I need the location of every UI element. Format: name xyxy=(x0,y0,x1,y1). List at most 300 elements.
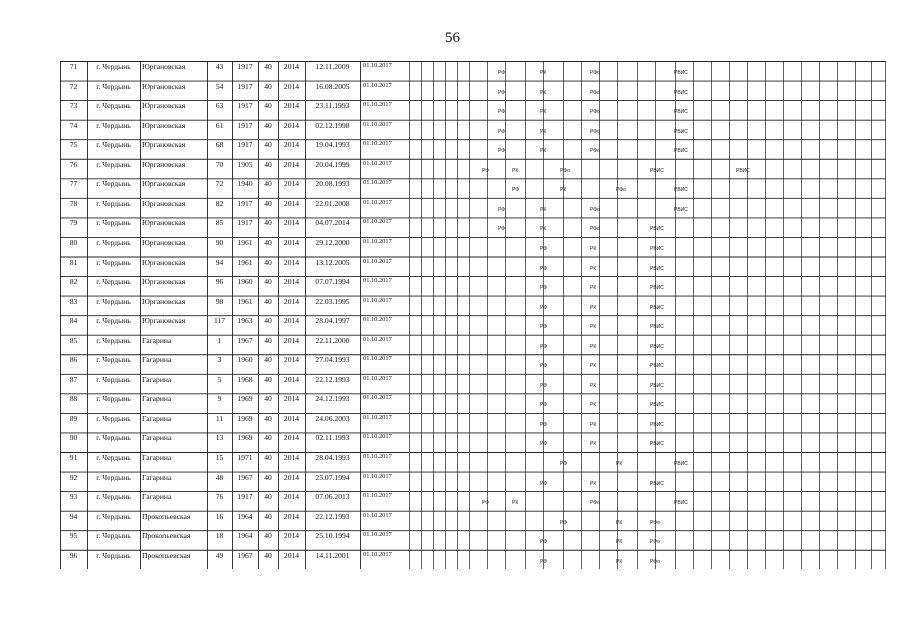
cell-city: г. Чердынь xyxy=(96,394,131,404)
cell-deadline-date: 01.10.2017 xyxy=(363,257,392,265)
cell-house: 90 xyxy=(215,237,224,247)
cell-year-built: 1968 xyxy=(237,374,253,384)
cell-plan-year: 2014 xyxy=(283,81,300,91)
cell-year-built: 1964 xyxy=(237,511,253,521)
repair-mark: РК xyxy=(590,382,597,389)
cell-city: г. Чердынь xyxy=(96,296,131,306)
table-row xyxy=(60,81,886,100)
cell-plan-year: 2014 xyxy=(283,62,300,71)
repair-mark: РФо xyxy=(616,187,626,194)
cell-street: Прокопьевская xyxy=(142,550,191,560)
repair-mark: РК xyxy=(616,519,623,526)
cell-wear-percent: 40 xyxy=(264,316,272,326)
cell-deadline-date: 01.10.2017 xyxy=(363,413,392,421)
repair-mark: РК xyxy=(590,363,597,370)
cell-year-built: 1917 xyxy=(237,492,253,502)
cell-plan-year: 2014 xyxy=(283,453,300,462)
cell-wear-percent: 40 xyxy=(264,218,272,228)
cell-street: Гагарина xyxy=(142,374,172,384)
repair-mark: РК xyxy=(590,441,597,448)
cell-city: г. Чердынь xyxy=(96,62,131,71)
cell-year-built: 1917 xyxy=(237,101,253,111)
cell-house: 72 xyxy=(215,179,224,189)
cell-city: г. Чердынь xyxy=(96,453,131,462)
cell-plan-year: 2014 xyxy=(283,335,300,345)
cell-survey-date: 22.03.1995 xyxy=(315,296,350,306)
cell-survey-date: 20.08.1993 xyxy=(315,179,350,189)
cell-survey-date: 16.08.2005 xyxy=(315,81,350,91)
repair-mark: РК xyxy=(540,70,547,76)
cell-number: 85 xyxy=(69,335,78,345)
cell-plan-year: 2014 xyxy=(283,120,300,130)
cell-house: 1 xyxy=(217,335,222,345)
cell-city: г. Чердынь xyxy=(96,550,131,560)
cell-wear-percent: 40 xyxy=(264,355,272,365)
cell-plan-year: 2014 xyxy=(283,492,300,502)
repair-mark: РФ xyxy=(540,363,548,370)
cell-year-built: 1969 xyxy=(237,413,253,423)
cell-survey-date: 02.11.1993 xyxy=(315,433,350,443)
repair-mark: РВИС xyxy=(650,382,664,389)
cell-wear-percent: 40 xyxy=(264,531,272,541)
table-row xyxy=(60,452,886,471)
cell-plan-year: 2014 xyxy=(283,394,300,404)
repair-mark: РК xyxy=(512,167,519,174)
cell-street: Юргановская xyxy=(142,159,186,169)
repair-mark: РВИС xyxy=(650,363,664,370)
cell-street: Гагарина xyxy=(142,492,172,502)
cell-street: Юргановская xyxy=(142,277,186,287)
repair-mark: РК xyxy=(512,500,519,507)
cell-survey-date: 25.07.1994 xyxy=(315,472,350,482)
cell-survey-date: 28.04.1993 xyxy=(315,453,350,462)
repair-mark: РК xyxy=(590,480,597,487)
cell-plan-year: 2014 xyxy=(283,101,300,111)
cell-deadline-date: 01.10.2017 xyxy=(363,81,392,89)
cell-wear-percent: 40 xyxy=(264,453,272,462)
cell-survey-date: 02.12.1998 xyxy=(315,120,350,130)
cell-year-built: 1967 xyxy=(237,550,253,560)
cell-house: 9 xyxy=(217,394,222,404)
cell-deadline-date: 01.10.2017 xyxy=(363,550,392,558)
cell-wear-percent: 40 xyxy=(264,179,272,189)
cell-survey-date: 28.04.1997 xyxy=(315,316,350,326)
cell-number: 89 xyxy=(69,413,78,423)
cell-number: 96 xyxy=(69,550,78,560)
cell-deadline-date: 01.10.2017 xyxy=(363,531,392,539)
cell-number: 93 xyxy=(69,492,78,502)
cell-year-built: 1917 xyxy=(237,218,253,228)
table-row xyxy=(60,530,886,549)
cell-street: Юргановская xyxy=(142,237,186,247)
cell-plan-year: 2014 xyxy=(283,159,300,169)
cell-plan-year: 2014 xyxy=(283,355,300,365)
table-row xyxy=(60,296,886,315)
cell-survey-date: 04.07.2014 xyxy=(315,218,350,228)
cell-plan-year: 2014 xyxy=(283,531,300,541)
cell-number: 80 xyxy=(69,237,78,247)
page-number: 56 xyxy=(445,30,460,46)
repair-mark: РФ xyxy=(540,265,548,272)
cell-number: 95 xyxy=(69,531,78,541)
repair-mark: РФ xyxy=(482,167,490,174)
repair-mark: РФо xyxy=(650,558,660,565)
cell-street: Гагарина xyxy=(142,433,172,443)
cell-plan-year: 2014 xyxy=(283,179,300,189)
repair-mark: РФ xyxy=(540,402,548,409)
repair-mark: РК xyxy=(540,128,547,135)
repair-mark: РФ xyxy=(540,285,548,292)
cell-city: г. Чердынь xyxy=(96,531,131,541)
table-row xyxy=(60,550,886,569)
cell-plan-year: 2014 xyxy=(283,140,300,150)
table-row xyxy=(60,257,886,276)
cell-plan-year: 2014 xyxy=(283,296,300,306)
table-row xyxy=(60,198,886,217)
cell-year-built: 1963 xyxy=(237,316,253,326)
repair-mark: РФ xyxy=(498,206,506,213)
cell-city: г. Чердынь xyxy=(96,198,131,208)
cell-city: г. Чердынь xyxy=(96,316,131,326)
cell-wear-percent: 40 xyxy=(264,140,272,150)
cell-city: г. Чердынь xyxy=(96,413,131,423)
cell-city: г. Чердынь xyxy=(96,159,131,169)
cell-year-built: 1917 xyxy=(237,81,253,91)
cell-survey-date: 14.11.2001 xyxy=(315,550,350,560)
cell-plan-year: 2014 xyxy=(283,374,300,384)
table-row xyxy=(60,315,886,334)
table-row xyxy=(60,276,886,295)
cell-year-built: 1961 xyxy=(237,296,253,306)
repair-mark: РФ xyxy=(482,500,490,507)
cell-city: г. Чердынь xyxy=(96,81,131,91)
cell-wear-percent: 40 xyxy=(264,433,272,443)
repair-mark: РФо xyxy=(590,500,600,507)
cell-year-built: 1917 xyxy=(237,62,253,71)
cell-street: Юргановская xyxy=(142,81,186,91)
cell-year-built: 1967 xyxy=(237,335,253,345)
cell-number: 75 xyxy=(69,140,78,150)
cell-wear-percent: 40 xyxy=(264,159,272,169)
repair-mark: РК xyxy=(590,265,597,272)
cell-survey-date: 24.12.1993 xyxy=(315,394,350,404)
table-row xyxy=(60,61,886,80)
cell-number: 87 xyxy=(69,374,78,384)
cell-wear-percent: 40 xyxy=(264,394,272,404)
cell-house: 16 xyxy=(215,511,224,521)
cell-wear-percent: 40 xyxy=(264,296,272,306)
repair-mark: РВИС xyxy=(674,206,688,213)
cell-street: Гагарина xyxy=(142,472,172,482)
cell-deadline-date: 01.10.2017 xyxy=(363,62,392,69)
cell-wear-percent: 40 xyxy=(264,550,272,560)
cell-number: 94 xyxy=(69,511,78,521)
cell-number: 74 xyxy=(69,120,78,130)
cell-survey-date: 24.06.2003 xyxy=(315,413,350,423)
cell-house: 15 xyxy=(215,453,224,462)
cell-street: Юргановская xyxy=(142,120,186,130)
cell-city: г. Чердынь xyxy=(96,335,131,345)
table-row xyxy=(60,335,886,354)
table-row xyxy=(60,159,886,178)
repair-mark: РФ xyxy=(560,461,568,467)
cell-street: Прокопьевская xyxy=(142,511,191,521)
cell-wear-percent: 40 xyxy=(264,62,272,71)
cell-survey-date: 22.12.1993 xyxy=(315,511,350,521)
cell-house: 11 xyxy=(215,413,224,423)
repair-mark: РФ xyxy=(540,324,548,331)
cell-city: г. Чердынь xyxy=(96,140,131,150)
repair-mark: РВИС xyxy=(674,187,688,194)
cell-survey-date: 22.12.1993 xyxy=(315,374,350,384)
cell-deadline-date: 01.10.2017 xyxy=(363,492,392,500)
table-row xyxy=(60,237,886,256)
cell-year-built: 1969 xyxy=(237,394,253,404)
cell-year-built: 1960 xyxy=(237,277,253,287)
repair-mark: РВИС xyxy=(650,421,664,428)
cell-street: Гагарина xyxy=(142,355,172,365)
repair-mark: РК xyxy=(590,304,597,311)
cell-street: Гагарина xyxy=(142,413,172,423)
cell-street: Юргановская xyxy=(142,198,186,208)
repair-mark: РФо xyxy=(590,226,600,233)
cell-number: 92 xyxy=(69,472,78,482)
repair-mark: РФ xyxy=(540,539,548,546)
cell-survey-date: 19.04.1993 xyxy=(315,140,350,150)
table-row xyxy=(60,354,886,373)
cell-house: 96 xyxy=(215,277,224,287)
cell-wear-percent: 40 xyxy=(264,492,272,502)
cell-year-built: 1905 xyxy=(237,159,253,169)
cell-deadline-date: 01.10.2017 xyxy=(363,198,392,206)
repair-mark: РФо xyxy=(590,109,600,116)
cell-year-built: 1969 xyxy=(237,433,253,443)
repair-mark: РФ xyxy=(560,519,568,526)
cell-plan-year: 2014 xyxy=(283,433,300,443)
cell-city: г. Чердынь xyxy=(96,472,131,482)
cell-plan-year: 2014 xyxy=(283,218,300,228)
cell-street: Гагарина xyxy=(142,335,172,345)
table-row xyxy=(60,491,886,510)
cell-deadline-date: 01.10.2017 xyxy=(363,433,392,441)
repair-mark: РВИС xyxy=(650,304,664,311)
cell-wear-percent: 40 xyxy=(264,413,272,423)
cell-deadline-date: 01.10.2017 xyxy=(363,394,392,402)
cell-year-built: 1940 xyxy=(237,179,253,189)
cell-survey-date: 07.07.1994 xyxy=(315,277,350,287)
table-row xyxy=(60,374,886,393)
repair-mark: РК xyxy=(540,226,547,233)
cell-deadline-date: 01.10.2017 xyxy=(363,374,392,382)
cell-city: г. Чердынь xyxy=(96,433,131,443)
cell-number: 79 xyxy=(69,218,78,228)
repair-mark: РФо xyxy=(590,70,600,76)
repair-mark: РФ xyxy=(540,480,548,487)
cell-wear-percent: 40 xyxy=(264,120,272,130)
cell-city: г. Чердынь xyxy=(96,101,131,111)
table-row xyxy=(60,393,886,412)
cell-wear-percent: 40 xyxy=(264,81,272,91)
repair-mark: РФо xyxy=(590,89,600,96)
cell-year-built: 1971 xyxy=(237,453,253,462)
cell-number: 82 xyxy=(69,277,78,287)
repair-mark: РФ xyxy=(498,128,506,135)
cell-number: 76 xyxy=(69,159,78,169)
cell-survey-date: 25.10.1994 xyxy=(315,531,350,541)
cell-number: 73 xyxy=(69,101,78,111)
cell-number: 78 xyxy=(69,198,78,208)
table-row xyxy=(60,100,886,119)
cell-house: 63 xyxy=(215,101,224,111)
repair-mark: РК xyxy=(590,343,597,350)
cell-deadline-date: 01.10.2017 xyxy=(363,453,392,460)
cell-survey-date: 29.12.2000 xyxy=(315,237,350,247)
cell-city: г. Чердынь xyxy=(96,511,131,521)
repair-mark: РВИС xyxy=(650,167,664,174)
cell-deadline-date: 01.10.2017 xyxy=(363,101,392,109)
cell-deadline-date: 01.10.2017 xyxy=(363,159,392,167)
repair-mark: РВИС xyxy=(674,109,688,116)
cell-deadline-date: 01.10.2017 xyxy=(363,218,392,226)
cell-survey-date: 22.11.2000 xyxy=(315,335,350,345)
cell-plan-year: 2014 xyxy=(283,413,300,423)
cell-street: Гагарина xyxy=(142,453,172,462)
cell-wear-percent: 40 xyxy=(264,237,272,247)
cell-city: г. Чердынь xyxy=(96,179,131,189)
cell-house: 68 xyxy=(215,140,224,150)
repair-mark: РФ xyxy=(540,382,548,389)
cell-deadline-date: 01.10.2017 xyxy=(363,316,392,324)
repair-mark: РВИС xyxy=(650,265,664,272)
cell-wear-percent: 40 xyxy=(264,257,272,267)
cell-deadline-date: 01.10.2017 xyxy=(363,355,392,363)
cell-survey-date: 12.11.2009 xyxy=(315,62,350,71)
cell-city: г. Чердынь xyxy=(96,218,131,228)
repair-mark: РВИС xyxy=(650,285,664,292)
cell-plan-year: 2014 xyxy=(283,472,300,482)
repair-mark: РФо xyxy=(560,167,570,174)
cell-wear-percent: 40 xyxy=(264,472,272,482)
cell-street: Юргановская xyxy=(142,257,186,267)
cell-plan-year: 2014 xyxy=(283,237,300,247)
cell-house: 82 xyxy=(215,198,224,208)
cell-city: г. Чердынь xyxy=(96,492,131,502)
cell-deadline-date: 01.10.2017 xyxy=(363,511,392,519)
cell-street: Юргановская xyxy=(142,101,186,111)
repair-mark: РФ xyxy=(512,187,520,194)
repair-mark: РК xyxy=(540,89,547,96)
cell-year-built: 1960 xyxy=(237,355,253,365)
cell-plan-year: 2014 xyxy=(283,316,300,326)
repair-mark: РК xyxy=(616,539,623,546)
repair-mark: РВИС xyxy=(736,167,750,174)
repair-mark: РК xyxy=(540,109,547,116)
repair-mark: РВИС xyxy=(650,480,664,487)
cell-number: 90 xyxy=(69,433,78,443)
repair-mark: РФ xyxy=(540,343,548,350)
repair-mark: РФ xyxy=(498,148,506,155)
cell-plan-year: 2014 xyxy=(283,550,300,560)
cell-house: 13 xyxy=(215,433,224,443)
cell-deadline-date: 01.10.2017 xyxy=(363,140,392,148)
repair-mark: РФо xyxy=(590,148,600,155)
cell-deadline-date: 01.10.2017 xyxy=(363,277,392,285)
cell-survey-date: 22.01.2008 xyxy=(315,198,350,208)
cell-wear-percent: 40 xyxy=(264,277,272,287)
cell-year-built: 1917 xyxy=(237,140,253,150)
repair-mark: РВИС xyxy=(650,343,664,350)
repair-mark: РВИС xyxy=(650,245,664,252)
repair-mark: РФ xyxy=(498,109,506,116)
cell-house: 85 xyxy=(215,218,224,228)
cell-house: 117 xyxy=(213,316,226,326)
cell-house: 76 xyxy=(215,492,224,502)
cell-street: Гагарина xyxy=(142,394,172,404)
cell-city: г. Чердынь xyxy=(96,355,131,365)
repair-mark: РК xyxy=(616,558,623,565)
cell-number: 81 xyxy=(69,257,78,267)
cell-survey-date: 27.04.1993 xyxy=(315,355,350,365)
cell-year-built: 1967 xyxy=(237,472,253,482)
cell-street: Юргановская xyxy=(142,179,186,189)
repair-mark: РК xyxy=(540,206,547,213)
cell-deadline-date: 01.10.2017 xyxy=(363,237,392,245)
cell-street: Прокопьевская xyxy=(142,531,191,541)
cell-year-built: 1961 xyxy=(237,237,253,247)
cell-survey-date: 23.11.1993 xyxy=(315,101,350,111)
repair-mark: РВИС xyxy=(650,226,664,233)
cell-plan-year: 2014 xyxy=(283,511,300,521)
cell-deadline-date: 01.10.2017 xyxy=(363,472,392,480)
cell-deadline-date: 01.10.2017 xyxy=(363,335,392,343)
cell-survey-date: 07.06.2013 xyxy=(315,492,350,502)
cell-deadline-date: 01.10.2017 xyxy=(363,179,392,187)
cell-wear-percent: 40 xyxy=(264,511,272,521)
repair-mark: РФ xyxy=(540,421,548,428)
cell-plan-year: 2014 xyxy=(283,277,300,287)
repair-mark: РВИС xyxy=(674,89,688,96)
cell-wear-percent: 40 xyxy=(264,374,272,384)
cell-number: 77 xyxy=(69,179,78,189)
cell-house: 70 xyxy=(215,159,224,169)
cell-year-built: 1964 xyxy=(237,531,253,541)
cell-house: 43 xyxy=(215,62,224,71)
repair-mark: РВИС xyxy=(674,128,688,135)
cell-house: 5 xyxy=(217,374,222,384)
cell-number: 83 xyxy=(69,296,78,306)
cell-house: 48 xyxy=(215,472,224,482)
repair-mark: РК xyxy=(560,187,567,194)
cell-street: Юргановская xyxy=(142,296,186,306)
cell-house: 18 xyxy=(215,531,224,541)
cell-city: г. Чердынь xyxy=(96,277,131,287)
cell-wear-percent: 40 xyxy=(264,101,272,111)
repair-mark: РФ xyxy=(498,70,506,76)
cell-plan-year: 2014 xyxy=(283,257,300,267)
repair-mark: РВИС xyxy=(650,441,664,448)
repair-mark: РФ xyxy=(540,304,548,311)
repair-mark: РВИС xyxy=(674,70,688,76)
repair-mark: РФ xyxy=(498,89,506,96)
cell-house: 3 xyxy=(217,355,222,365)
buildings-table xyxy=(60,61,886,569)
repair-mark: РФо xyxy=(650,519,660,526)
table-row xyxy=(60,217,886,236)
repair-mark: РФ xyxy=(498,226,506,233)
repair-mark: РВИС xyxy=(650,324,664,331)
cell-city: г. Чердынь xyxy=(96,374,131,384)
table-row xyxy=(60,178,886,197)
